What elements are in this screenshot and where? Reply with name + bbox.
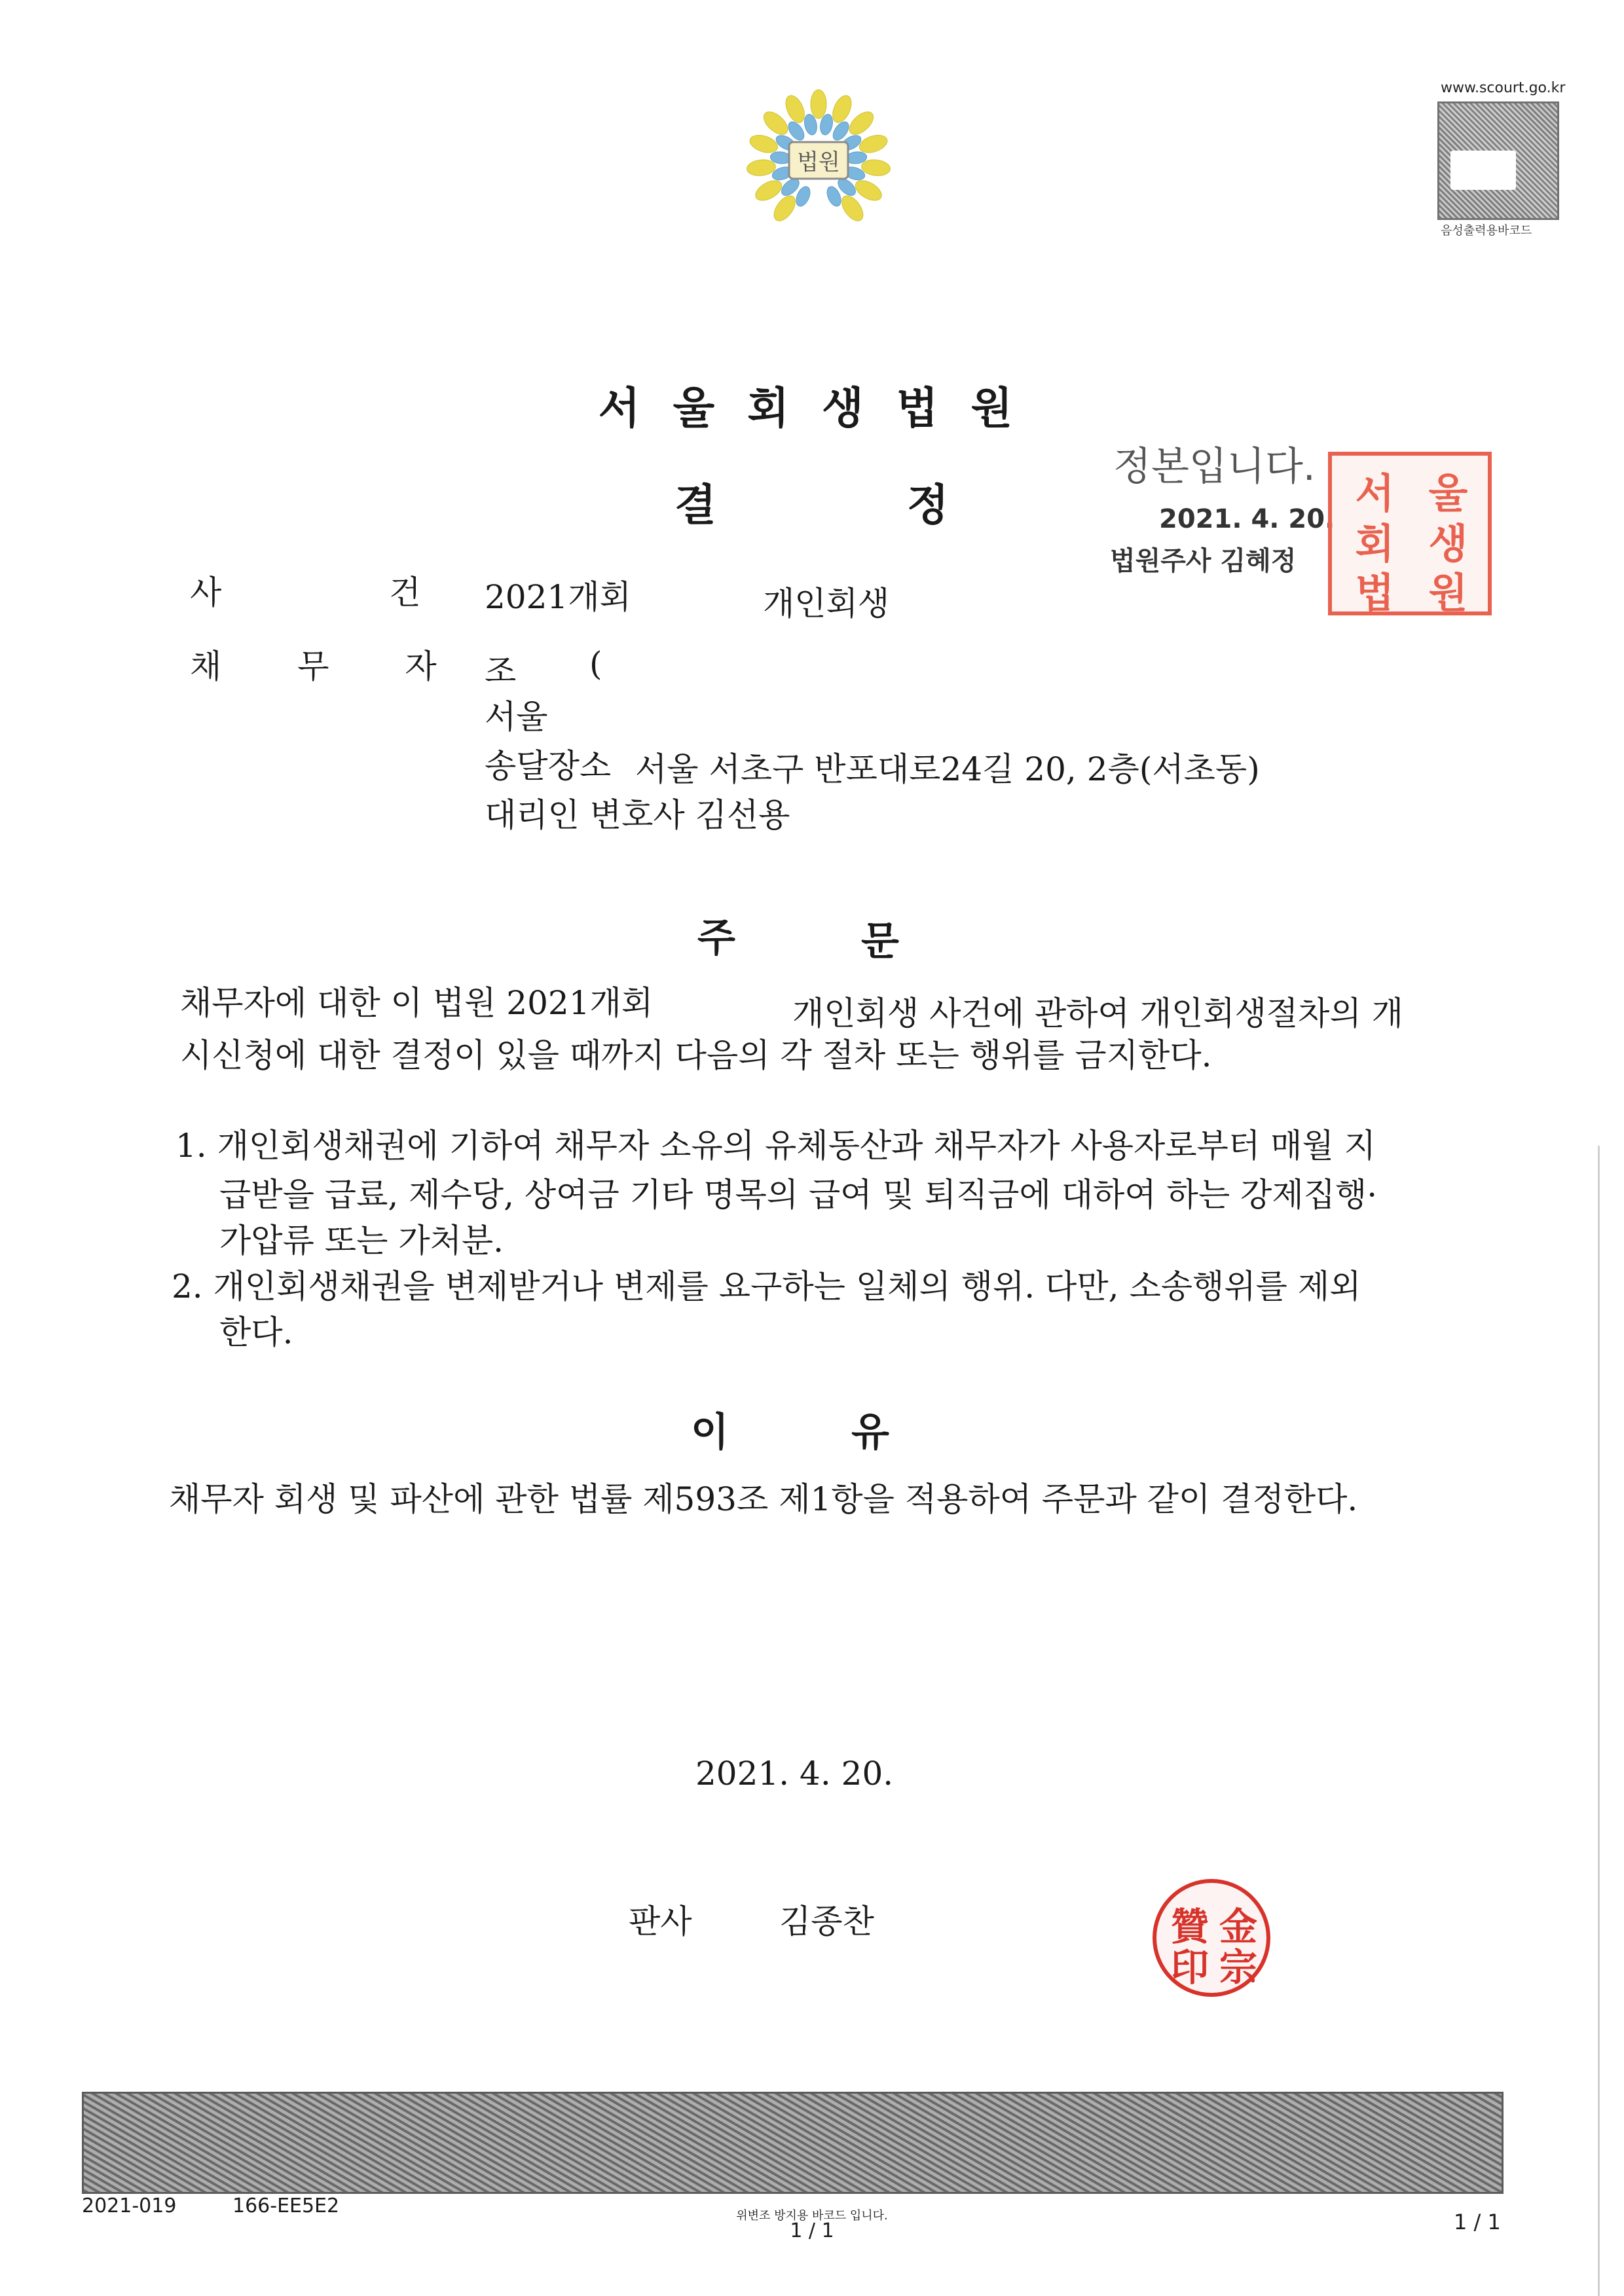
barcode-label: 음성출력용바코드 [1441, 224, 1532, 238]
anti-forgery-barcode-icon [82, 2092, 1504, 2194]
seal-glyph: 생 [1428, 520, 1468, 568]
judge-name: 김종찬 [779, 1903, 874, 1941]
service-label: 송달장소 [485, 747, 612, 785]
seal-glyph: 법 [1355, 569, 1395, 617]
debtor-paren: ( [589, 645, 602, 683]
order-intro-line2: 시신청에 대한 결정이 있을 때까지 다음의 각 절차 또는 행위를 금지한다. [180, 1036, 1212, 1074]
case-label: 사 건 [190, 574, 500, 611]
certified-copy-label: 정본입니다. [1113, 444, 1316, 490]
reason-heading-left: 이 [691, 1410, 729, 1455]
case-number: 2021개회 [485, 578, 631, 616]
judge-title: 판사 [629, 1903, 692, 1941]
debtor-address: 서울 [485, 698, 548, 736]
doc-type-left: 결 [674, 480, 716, 530]
document-id-b: 166-EE5E2 [232, 2195, 340, 2217]
order-intro-line1a: 채무자에 대한 이 법원 2021개회 [180, 984, 654, 1022]
page-number-center: 1 / 1 [790, 2219, 834, 2242]
order-intro-line1b: 개인회생 사건에 관하여 개인회생절차의 개 [792, 994, 1403, 1032]
order-item-2-line1: 2. 개인회생채권을 변제받거나 변제를 요구하는 일체의 행위. 다만, 소송행위를 제외 [172, 1267, 1361, 1305]
page-number-right: 1 / 1 [1454, 2210, 1501, 2234]
reason-heading-right: 유 [851, 1410, 889, 1455]
document-id-a: 2021-019 [82, 2195, 177, 2217]
seal-glyph: 서 [1355, 469, 1395, 517]
reason-text: 채무자 회생 및 파산에 관한 법률 제593조 제1항을 적용하여 주문과 같이 결정한다. [169, 1480, 1358, 1518]
certifying-clerk: 법원주사 김혜정 [1110, 546, 1297, 576]
attorney: 대리인 변호사 김선용 [485, 796, 790, 834]
seal-glyph: 印 [1171, 1945, 1209, 1990]
emblem-text: 법원 [797, 149, 840, 175]
seal-glyph: 원 [1428, 569, 1468, 617]
debtor-label: 채 무 자 [190, 647, 470, 685]
judge-seal-stamp [1153, 1879, 1270, 1997]
seal-glyph: 회 [1355, 520, 1395, 568]
case-name: 개인회생 [763, 585, 890, 623]
court-seal-stamp [1328, 452, 1492, 615]
seal-glyph: 金 [1219, 1904, 1258, 1949]
doc-type-right: 정 [907, 480, 949, 530]
order-item-1-line1: 1. 개인회생채권에 기하여 채무자 소유의 유체동산과 채무자가 사용자로부터 매월 지 [175, 1127, 1376, 1165]
scourt-url: www.scourt.go.kr [1441, 80, 1566, 96]
order-item-1-line2: 급받을 급료, 제수당, 상여금 기타 명목의 급여 및 퇴직금에 대하여 하는 강제집행· [219, 1176, 1378, 1214]
anti-forgery-note: 위변조 방지용 바코드 입니다. [736, 2209, 888, 2223]
seal-glyph: 울 [1428, 469, 1468, 517]
debtor-name: 조 [485, 652, 517, 690]
court-name: 서울회생법원 [598, 383, 1046, 433]
order-heading-left: 주 [697, 915, 735, 961]
scan-edge-line [1598, 1146, 1600, 2296]
decision-date: 2021. 4. 20. [695, 1755, 894, 1793]
certified-date: 2021. 4. 20. [1159, 504, 1335, 534]
order-item-1-line3: 가압류 또는 가처분. [219, 1222, 504, 1260]
seal-glyph: 贊 [1171, 1904, 1209, 1949]
barcode-redaction [1450, 151, 1516, 190]
seal-glyph: 宗 [1219, 1945, 1258, 1990]
court-emblem-icon [740, 88, 897, 239]
order-heading-right: 문 [861, 919, 899, 964]
order-item-2-line2: 한다. [219, 1313, 293, 1351]
service-address: 서울 서초구 반포대로24길 20, 2층(서초동) [635, 750, 1260, 788]
